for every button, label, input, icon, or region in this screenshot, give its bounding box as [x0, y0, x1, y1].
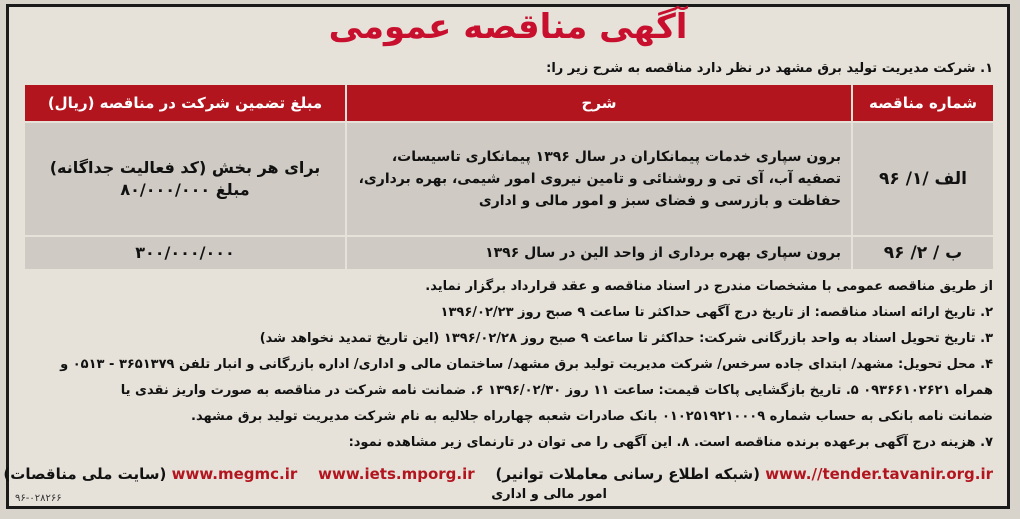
website-links [3, 465, 993, 487]
tender-notice [3, 4, 1010, 509]
notice-code: ۹۶-۰۲۸۲۶۶ [15, 493, 62, 504]
header-amount: مبلغ تضمین شرکت در مناقصه (ریال) [24, 84, 346, 122]
header-description: شرح [346, 84, 852, 122]
link-iets[interactable]: www.iets.mporg.ir [318, 465, 475, 483]
paragraph-2: ۲. تاریخ ارائه اسناد مناقصه: از تاریخ درج آگهی حداکثر تا ساعت ۹ صبح روز ۱۳۹۶/۰۲/۲۳ [440, 305, 993, 320]
paragraph-3-note: (این تاریخ تمدید نخواهد شد) [259, 331, 440, 346]
paragraph-7: ۷. هزینه درج آگهی برعهده برنده مناقصه است. ۸. این آگهی را می توان در تارنمای زیر مشاهده نمود: [348, 435, 993, 450]
amount-line: ۳۰۰/۰۰۰/۰۰۰ [135, 243, 235, 262]
notice-title: آگهی مناقصه عمومی [328, 7, 688, 47]
link-tavanir-note: (شبکه اطلاع رسانی معاملات توانیر) [495, 465, 760, 483]
tender-amount [24, 122, 346, 236]
paragraph-5: همراه ۰۹۳۶۶۱۰۲۶۲۱ ۵. تاریخ بازگشایی پاکات قیمت: ساعت ۱۱ روز ۱۳۹۶/۰۲/۳۰ ۶. ضمانت نامه شرکت در مناقصه به صورت واریز نقدی یا [120, 383, 993, 398]
tender-description: برون سپاری بهره برداری از واحد الین در سال ۱۳۹۶ [346, 236, 852, 270]
tender-amount [24, 236, 346, 270]
paragraph-3 [260, 331, 993, 346]
paragraph-3-text: ۳. تاریخ تحویل اسناد به واحد بازرگانی شرکت: حداکثر تا ساعت ۹ صبح روز ۱۳۹۶/۰۲/۲۸ [443, 331, 993, 346]
table-row [24, 122, 994, 236]
tender-table [23, 83, 995, 271]
paragraph-6: ضمانت نامه بانکی به حساب شماره ۰۱۰۲۵۱۹۲۱۰۰۰۹ بانک صادرات شعبه چهارراه جلالیه به نام شرکت مدیریت تولید برق مشهد. [191, 409, 993, 424]
tender-number: ب / ۲/ ۹۶ [852, 236, 994, 270]
tender-description: برون سپاری خدمات پیمانکاران در سال ۱۳۹۶ پیمانکاری تاسیسات، تصفیه آب، آی تی و روشنائی و تامین نیروی امور شیمی، بهره برداری، حفاظت و بازرسی و فضای سبز و امور مالی و اداری [346, 122, 852, 236]
paragraph-4: ۴. محل تحویل: مشهد/ ابتدای جاده سرخس/ شرکت مدیریت تولید برق مشهد/ ساختمان مالی و اداری/ اداره بازرگانی و انبار تلفن ۳۶۵۱۳۷۹ - ۰۵۱۳ و [60, 357, 993, 372]
amount-line: مبلغ ۸۰/۰۰۰/۰۰۰ [120, 180, 250, 199]
footer-signature: امور مالی و اداری [491, 487, 607, 502]
header-number: شماره مناقصه [852, 84, 994, 122]
intro-text: ۱. شرکت مدیریت تولید برق مشهد در نظر دارد مناقصه به شرح زیر را: [546, 61, 993, 76]
table-row [24, 236, 994, 270]
amount-line: برای هر بخش (کد فعالیت جداگانه) [49, 158, 321, 177]
tender-number: الف /۱/ ۹۶ [852, 122, 994, 236]
paragraph-method: از طریق مناقصه عمومی با مشخصات مندرج در اسناد مناقصه و عقد قرارداد برگزار نماید. [425, 279, 993, 294]
link-tavanir[interactable]: www.//tender.tavanir.org.ir [765, 465, 993, 483]
link-iets-note: (سایت ملی مناقصات) [3, 465, 167, 483]
table-header-row [24, 84, 994, 122]
link-megmc[interactable]: www.megmc.ir [171, 465, 298, 483]
